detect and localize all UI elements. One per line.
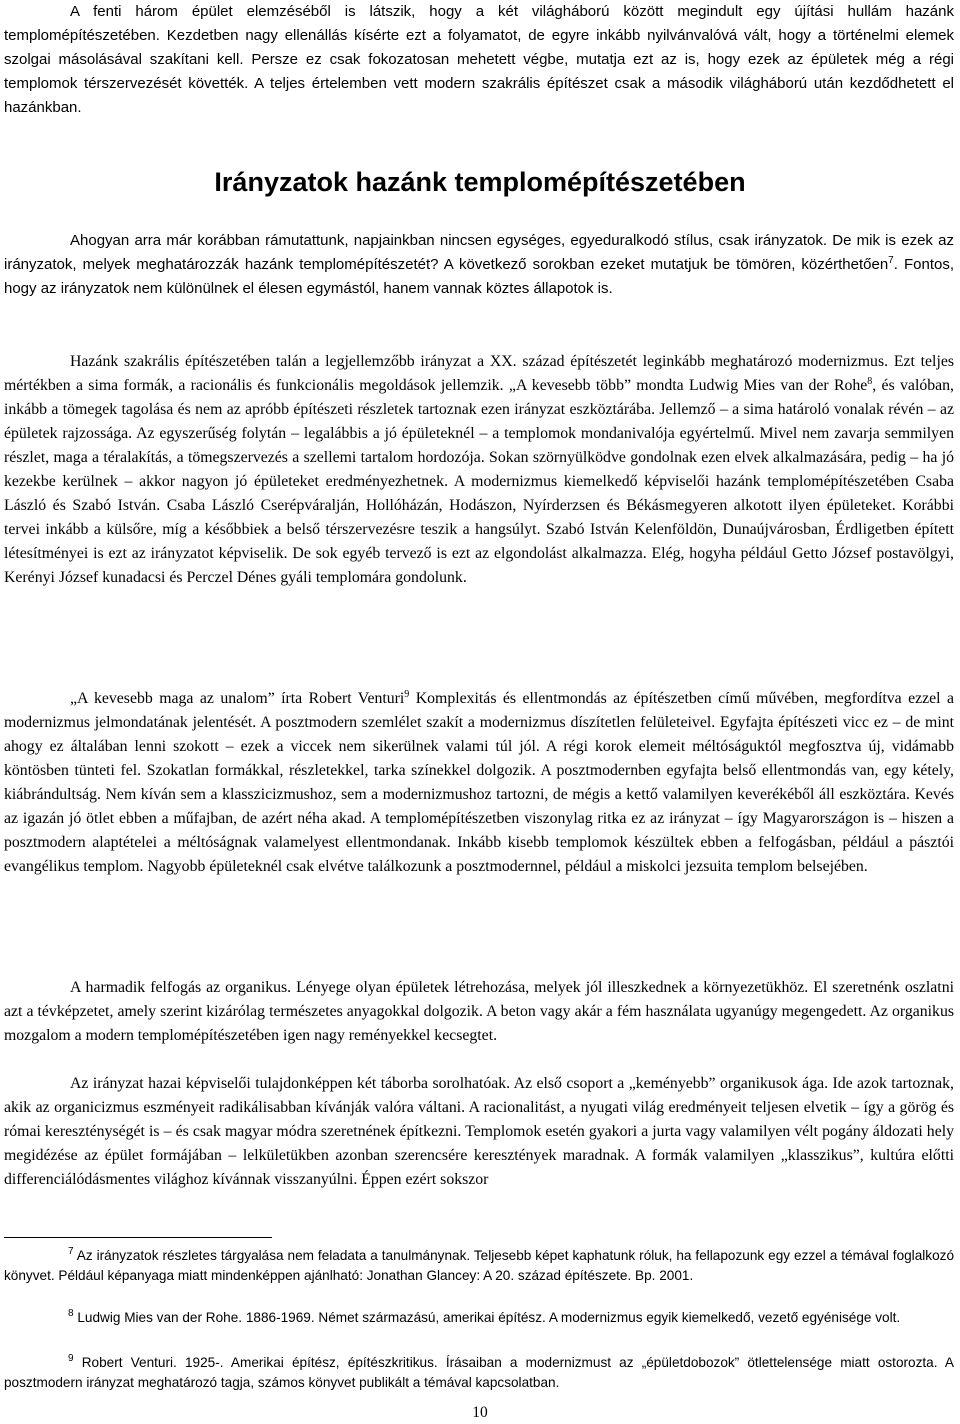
paragraph-text: Komplexitás és ellentmondás az építészetben című művében, megfordítva ezzel a modernizmus jelmondatának jelentését. A posztmodern szemlélet szakít a modernizmus díszítetlen felületeivel. Egyfajta építészeti vicc ez – de mint ahogy ez általában lenni szokott – ezek a viccek nem sikerülnek valami túl jól. A régi korok elemeit méltóságuktól megfosztva új, vidámabb köntösben tünteti fel. Szokatlan formákkal, részletekkel, tarka színekkel dolgozik. A posztmodernben egyfajta belső ellentmondás van, egy kétely, kiábrándultság. Nem kíván sem a klasszicizmushoz, sem a modernizmushoz tartozni, de mégis a kettő valamilyen keverékéből áll eszköztára. Kevés az igazán jó ötlet ebben a műfajban, de azért néha akad. A templomépítészetben viszonylag ritka ez az irányzat – így Magyarországon is – hiszen a posztmodern alaptételei a méltóságnak valamelyest ellentmondanak. Inkább kisebb templomok készültek ebben a felfogásban, például a pásztói evangélikus templom. Nagyobb épületeknél csak elvétve találkozunk a posztmodernnel, például a miskolci jezsuita templom belsejében. [4,690,954,875]
intro-paragraph: A fenti három épület elemzéséből is látszik, hogy a két világháború között megindult egy újítási hullám hazánk templomépítészetében. Kezdetben nagy ellenállás kísérte ezt a folyamatot, de egyre inkább nyilvánvalóvá vált, hogy a történelmi elemek szolgai másolásával szakítani kell. Persze ez csak fokozatosan mehetett végbe, mutatja ezt az is, hogy ezek az épületek még a régi templomok térszervezését követték. A teljes értelemben vett modern szakrális építészet csak a második világháború után kezdődhetett el hazánkban. [4,3,954,116]
footnote-9 [4,1353,954,1393]
paragraph-organic-camps: Az irányzat hazai képviselői tulajdonképpen két táborba sorolhatóak. Az első csoport a „keményebb” organikusok ága. Ide azok tartoznak, akik az organicizmus eszményeit radikálisabban kívánják valóra váltani. A racionalitást, a nyugati világ eredményeit teljesen elvetik – így a görög és római kereszténységét is – és csak magyar módra szeretnének építkezni. Templomok esetén gyakori a jurta vagy valamilyen vélt pogány áldozati hely megidézése az épület formájában – lelkületükben azonban szerencsére keresztények maradnak. A formák valamilyen „klasszikus”, kultúra előtti differenciálódásmentes világhoz kívánnak visszanyúlni. Éppen ezért sokszor [4,1075,954,1188]
footnote-number: 8 [68,1308,74,1319]
paragraph-modernism [4,350,954,590]
paragraph-text: Ahogyan arra már korábban rámutattunk, napjainkban nincsen egységes, egyeduralkodó stílus, csak irányzatok. De mik is ezek az irányzatok, melyek meghatározzák hazánk templomépítészetét? A következő sorokban ezeket mutatjuk be tömören, közérthetően [4,232,954,273]
paragraph-text: , és valóban, inkább a tömegek tagolása és nem az apróbb építészeti részletek tartoznak ezen irányzat eszköztárába. Jellemző – a sima határoló vonalak révén – az épületek rajzossága. Az egyszerűség folytán – legalábbis a jó épületeknél – a templomok mondanivalója egyértelmű. Mivel nem zavarja semmilyen részlet, maga a téralakítás, a tömegszervezés a szellemi tartalom hordozója. Sokan szörnyülködve gondolnak ezen elvek alkalmazására, pedig – ha jó kezekbe kerülnek – akkor nagyon jó épületeket eredményezhetnek. A modernizmus kiemelkedő képviselői hazánk templomépítészetében Csaba László és Szabó István. Csaba László Cserépváralján, Hollóházán, Hodászon, Nyírderzsen és Békásmegyeren alkotott ilyen épületeket. Korábbi tervei inkább a külsőre, míg a későbbiek a belső térszervezésre teszik a hangsúlyt. Szabó István Kelenföldön, Dunaújvárosban, Érdligetben épített létesítményei is ezt az irányzatot képviselik. De sok egyéb tervező is ezt az elgondolást alkalmazza. Elég, hogyha például Getto József postavölgyi, Kerényi József kunadacsi és Perczel Dénes gyáli templomára gondolunk. [4,377,954,586]
paragraph-postmodern [4,687,954,879]
footnote-ref-9[interactable]: 9 [404,689,410,700]
paragraph-text: „A kevesebb maga az unalom” írta Robert Venturi [70,690,405,707]
footnote-number: 9 [68,1353,74,1364]
page-number: 10 [472,1404,488,1421]
paragraph-text: . Fontos, hogy az irányzatok nem különülnek el élesen egymástól, hanem vannak köztes állapotok is. [4,256,954,297]
footnote-separator [4,1237,272,1238]
paragraph-directions [4,229,954,301]
footnote-7 [4,1246,954,1286]
footnote-text: Ludwig Mies van der Rohe. 1886-1969. Német származású, amerikai építész. A modernizmus egyik kiemelkedő, vezető egyénisége volt. [73,1310,901,1325]
section-heading: Irányzatok hazánk templomépítészetében [214,167,746,197]
paragraph-organic: A harmadik felfogás az organikus. Lényege olyan épületek létrehozása, melyek jól illeszkednek a környezetükhöz. El szeretnénk oszlatni azt a tévképzetet, amely szerint kizárólag természetes anyagokkal dolgozik. A beton vagy akár a fém használata ugyanúgy megengedett. Az organikus mozgalom a modern templomépítészetében igen nagy reményekkel kecsegtet. [4,979,954,1044]
footnote-number: 7 [68,1246,74,1257]
footnote-8 [4,1308,954,1328]
footnote-text: Az irányzatok részletes tárgyalása nem feladata a tanulmánynak. Teljesebb képet kaphatunk róluk, ha fellapozunk egy ezzel a témával foglalkozó könyvet. Például képanyaga miatt mindenképpen ajánlható: Jonathan Glancey: A 20. század építészete. Bp. 2001. [4,1248,954,1283]
footnote-ref-8[interactable]: 8 [867,376,873,387]
footnote-ref-7[interactable]: 7 [888,255,894,266]
footnote-text: Robert Venturi. 1925-. Amerikai építész, építészkritikus. Írásaiban a modernizmust az „épületdobozok” ötlettelensége miatt ostorozta. A posztmodern irányzat meghatározó tagja, számos könyvet publikált a témával kapcsolatban. [4,1355,954,1390]
paragraph-text: Hazánk szakrális építészetében talán a legjellemzőbb irányzat a XX. század építészetét leginkább meghatározó modernizmus. Ezt teljes mértékben a sima formák, a racionális és funkcionális megoldások jellemzik. „A kevesebb több” mondta Ludwig Mies van der Rohe [4,353,954,394]
